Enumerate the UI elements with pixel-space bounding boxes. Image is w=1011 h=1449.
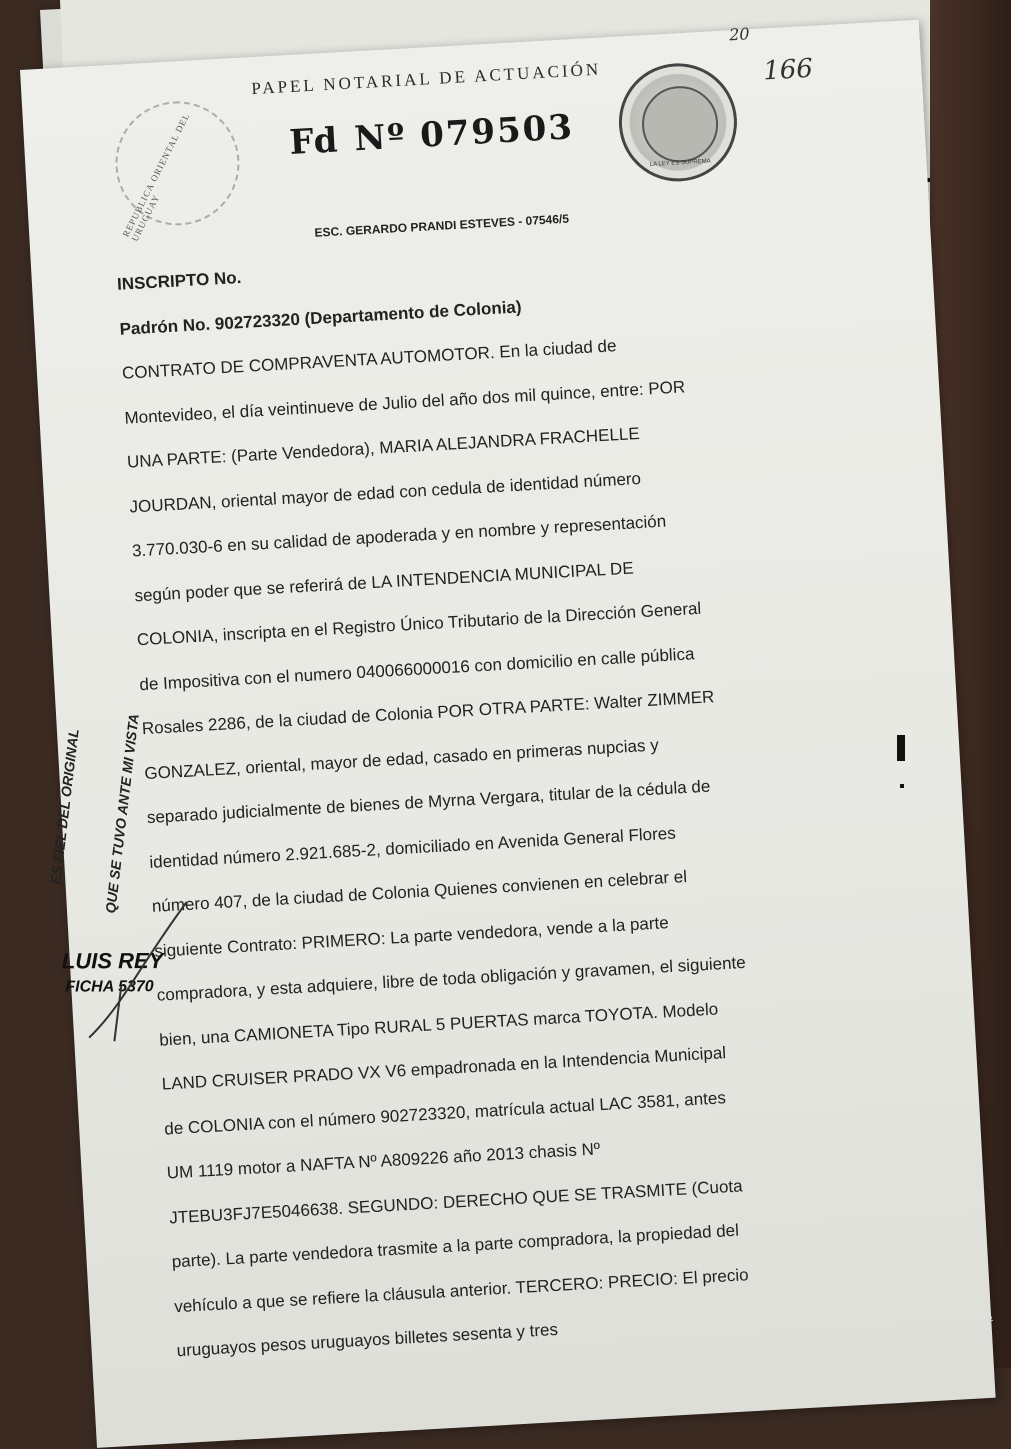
document-line: de Impositiva con el numero 040066000016 con domicilio en calle pública <box>138 643 695 694</box>
document-line: siguiente Contrato: PRIMERO: La parte vendedora, vende a la parte <box>153 912 670 961</box>
document-line: de COLONIA con el número 902723320, matrícula actual LAC 3581, antes <box>163 1087 727 1139</box>
seal-left-text: REPUBLICA ORIENTAL DEL URUGUAY <box>120 111 192 243</box>
seal-right-text: LA LEY ES SUPREMA <box>649 158 711 168</box>
document-line: GONZALEZ, oriental, mayor de edad, casado en primeras nupcias y <box>143 734 660 783</box>
document-line: Padrón No. 902723320 (Departamento de Colonia) <box>119 296 522 339</box>
side-dot <box>900 784 904 788</box>
document-line: UM 1119 motor a NAFTA Nº A809226 año 2013 chasis Nº <box>166 1139 601 1183</box>
seal-emblem-icon <box>640 84 720 164</box>
stamp-text-1: ES FIEL DEL ORIGINAL <box>47 727 82 886</box>
document-line: uruguayos pesos uruguayos billetes sesenta y tres <box>176 1319 559 1361</box>
document-line: INSCRIPTO No. <box>116 267 242 294</box>
document-line: compradora, y esta adquiere, libre de toda obligación y gravamen, el siguiente <box>156 952 747 1005</box>
corner-mark-1: & <box>985 1310 994 1324</box>
series-code: Fd <box>288 120 339 164</box>
folio-number: 166 <box>762 53 814 87</box>
notarial-page <box>20 20 996 1448</box>
document-line: JTEBU3FJ7E5046638. SEGUNDO: DERECHO QUE SE TRASMITE (Cuota <box>168 1175 744 1227</box>
document-line: según poder que se referirá de LA INTENDENCIA MUNICIPAL DE <box>133 558 635 605</box>
document-line: COLONIA, inscripta en el Registro Único Tributario de la Dirección General <box>136 598 702 650</box>
document-line: bien, una CAMIONETA Tipo RURAL 5 PUERTAS marca TOYOTA. Modelo <box>158 999 719 1050</box>
document-line: identidad número 2.921.685-2, domiciliado en Avenida General Flores <box>148 823 677 872</box>
notary-name: ESC. GERARDO PRANDI ESTEVES - 07546/5 <box>314 211 570 240</box>
notary-seal-icon <box>616 60 740 184</box>
document-number: Nº 079503 <box>353 107 576 160</box>
document-line: separado judicialmente de bienes de Myrna Vergara, titular de la cédula de <box>146 776 711 828</box>
document-line: vehículo a que se refiere la cláusula anterior. TERCERO: PRECIO: El precio <box>173 1264 750 1316</box>
document-line: parte). La parte vendedora trasmite a la parte compradora, la propiedad del <box>171 1220 740 1272</box>
document-line: número 407, de la ciudad de Colonia Quienes convienen en celebrar el <box>151 867 688 916</box>
document-line: Montevideo, el día veintinueve de Julio del año dos mil quince, entre: POR <box>124 376 686 428</box>
document-line: CONTRATO DE COMPRAVENTA AUTOMOTOR. En la ciudad de <box>121 336 617 383</box>
header-title: PAPEL NOTARIAL DE ACTUACIÓN <box>250 59 602 99</box>
document-line: JOURDAN, oriental mayor de edad con cedula de identidad número <box>129 468 642 517</box>
corner-mark-2: 6 <box>985 1333 992 1347</box>
document-line: 3.770.030-6 en su calidad de apoderada y en nombre y representación <box>131 511 667 561</box>
stamp-name: LUIS REY <box>61 948 164 974</box>
stamp-ficha: FICHA 5370 <box>65 978 154 996</box>
side-mark <box>897 735 905 761</box>
stamp-text-2: QUE SE TUVO ANTE MI VISTA <box>102 712 142 915</box>
signature-stroke-icon <box>76 881 205 1047</box>
document-line: Rosales 2286, de la ciudad de Colonia POR OTRA PARTE: Walter ZIMMER <box>141 687 715 739</box>
folio-top: 20 <box>728 24 751 45</box>
document-line: LAND CRUISER PRADO VX V6 empadronada en la Intendencia Municipal <box>161 1043 727 1094</box>
document-line: UNA PARTE: (Parte Vendedora), MARIA ALEJANDRA FRACHELLE <box>126 423 641 472</box>
